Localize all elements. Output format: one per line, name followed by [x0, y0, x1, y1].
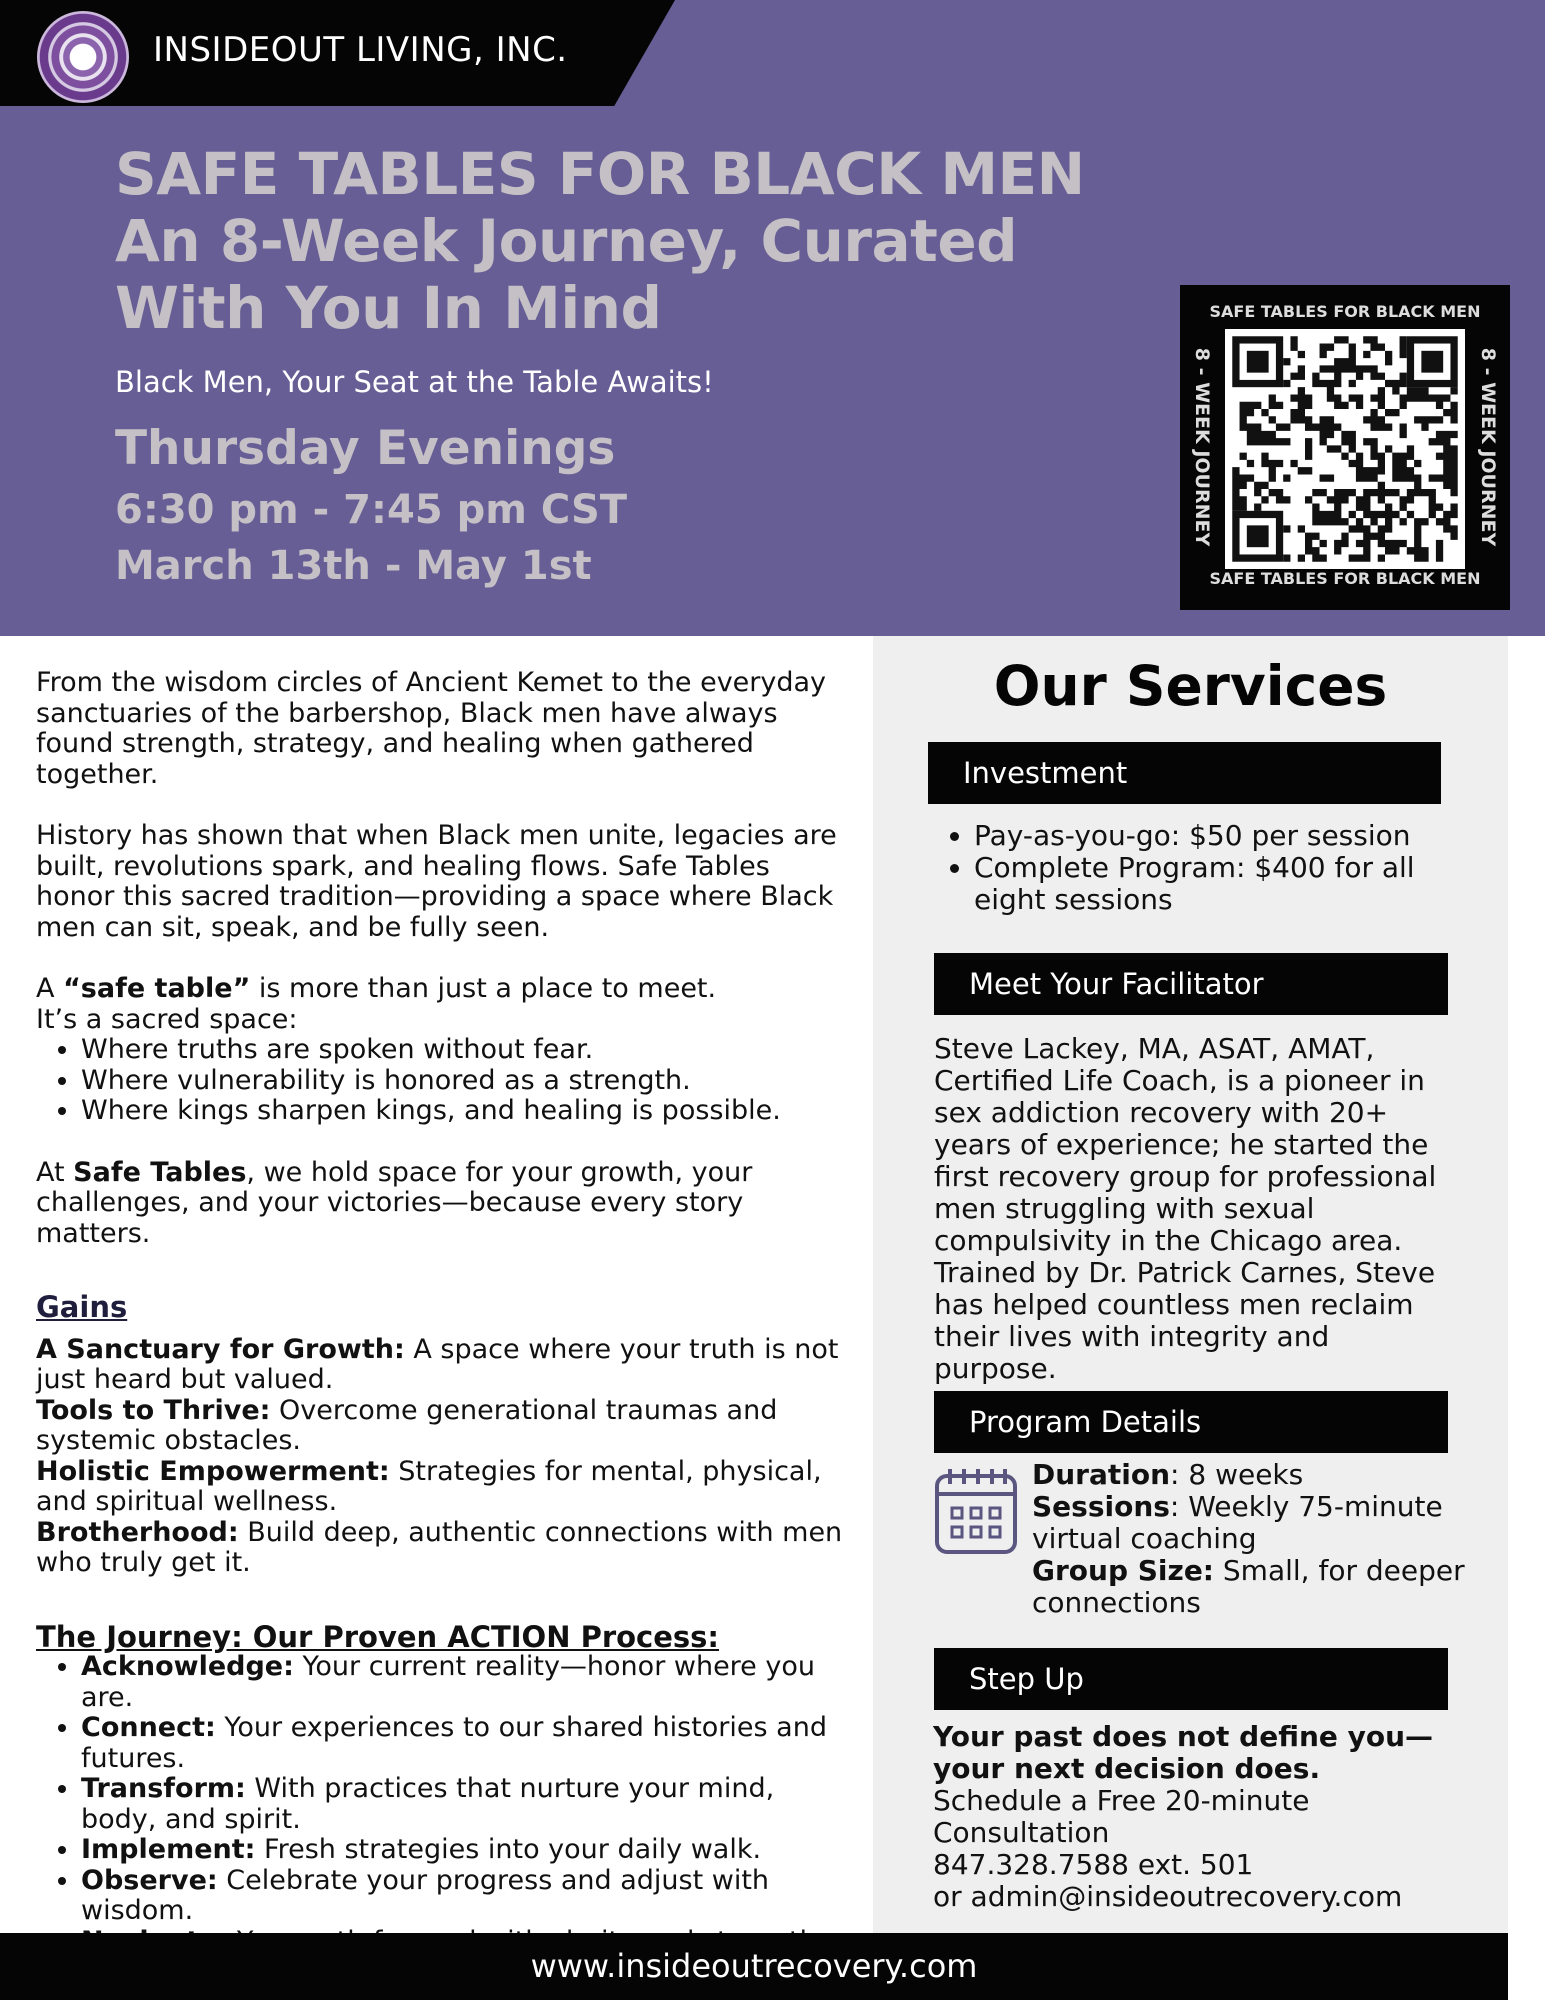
gain-item	[36, 1518, 851, 1579]
qr-badge	[1180, 285, 1510, 610]
tagline: Black Men, Your Seat at the Table Awaits!	[115, 365, 714, 399]
gain-text: Strategies for mental, physical, and spiritual wellness.	[36, 1455, 822, 1517]
step-up-heading: Step Up	[934, 1648, 1448, 1710]
closing-term: Safe Tables	[73, 1156, 247, 1188]
intro-paragraph-1: From the wisdom circles of Ancient Kemet to the everyday sanctuaries of the barbershop, Black men have always found strength, strategy, and healing when gathered together.	[36, 667, 827, 790]
services-title: Our Services	[993, 654, 1388, 718]
journey-list	[36, 1652, 851, 1957]
journey-text: Celebrate your progress and adjust with wisdom.	[81, 1864, 770, 1926]
closing-post: , we hold space for your growth, your challenges, and your victories—because every story matters.	[36, 1156, 753, 1249]
meeting-dates: March 13th - May 1st	[115, 543, 592, 589]
consultation-text: Schedule a Free 20-minute Consultation	[933, 1784, 1310, 1849]
safe-table-list	[36, 1035, 851, 1127]
safe-table-intro	[36, 974, 851, 1035]
step-up-content	[933, 1721, 1473, 1913]
gain-label: Tools to Thrive:	[36, 1394, 271, 1426]
facilitator-bio: Steve Lackey, MA, ASAT, AMAT, Certified Life Coach, is a pioneer in sex addiction recovery with 20+ years of experience; he started the first recovery group for professional men struggling with sexual compulsivity in the Chicago area. Trained by Dr. Patrick Carnes, Steve has helped countless men reclaim their lives with integrity and purpose.	[934, 1032, 1437, 1385]
list-item: • Where truths are spoken without fear.	[81, 1035, 851, 1066]
group-size-value: Small, for deeper connections	[1032, 1554, 1465, 1619]
closing-paragraph	[36, 1158, 851, 1250]
list-item: • Where vulnerability is honored as a strength.	[81, 1066, 851, 1097]
duration-value: : 8 weeks	[1170, 1458, 1304, 1491]
calendar-icon	[934, 1466, 1018, 1556]
main-title: SAFE TABLES FOR BLACK MEN	[115, 140, 1085, 208]
facilitator-heading: Meet Your Facilitator	[934, 953, 1448, 1015]
meeting-day: Thursday Evenings	[115, 421, 616, 476]
email-link[interactable]: or admin@insideoutrecovery.com	[933, 1880, 1403, 1913]
journey-text: Your current reality—honor where you are.	[81, 1651, 815, 1713]
duration-row	[1032, 1459, 1472, 1491]
closing-pre: At	[36, 1156, 74, 1188]
footer-website-link[interactable]: www.insideoutrecovery.com	[0, 1933, 1508, 2000]
qr-caption-bottom: SAFE TABLES FOR BLACK MEN	[1209, 569, 1481, 588]
sessions-label: Sessions	[1032, 1490, 1170, 1523]
gain-text: Overcome generational traumas and systemic obstacles.	[36, 1394, 778, 1456]
journey-text: With practices that nurture your mind, body, and spirit.	[81, 1773, 775, 1835]
journey-label: Transform:	[81, 1773, 246, 1804]
qr-caption-top: SAFE TABLES FOR BLACK MEN	[1209, 302, 1481, 321]
group-size-label: Group Size:	[1032, 1554, 1214, 1587]
sessions-value: : Weekly 75-minute virtual coaching	[1032, 1490, 1443, 1555]
intro-paragraph-2: History has shown that when Black men unite, legacies are built, revolutions spark, and healing flows. Safe Tables honor this sacred tradition—providing a space where Black men can sit, speak, and be fully seen.	[36, 820, 837, 943]
investment-heading: Investment	[928, 742, 1441, 804]
gain-text: Build deep, authentic connections with men who truly get it.	[36, 1516, 843, 1578]
journey-label: Connect:	[81, 1712, 216, 1743]
qr-code-icon[interactable]	[1225, 329, 1465, 569]
journey-label: Acknowledge:	[81, 1651, 294, 1682]
gain-item	[36, 1396, 851, 1457]
journey-step	[81, 1652, 851, 1713]
safe-table-pre: A	[36, 973, 64, 1004]
journey-heading: The Journey: Our Proven ACTION Process:	[36, 1619, 720, 1654]
qr-side-label-left: 8 - WEEK JOURNEY	[1191, 347, 1213, 547]
safe-table-line2: It’s a sacred space:	[36, 1003, 298, 1035]
phone-number[interactable]: 847.328.7588 ext. 501	[933, 1848, 1254, 1881]
gain-text: A space where your truth is not just heard but valued.	[36, 1333, 839, 1395]
qr-side-label-right: 8 - WEEK JOURNEY	[1477, 347, 1499, 547]
logo-emblem	[71, 45, 95, 69]
group-size-row	[1032, 1555, 1472, 1619]
gain-label: Brotherhood:	[36, 1516, 239, 1548]
journey-step	[81, 1866, 851, 1927]
gain-label: A Sanctuary for Growth:	[36, 1333, 405, 1365]
list-item: • Complete Program: $400 for all eight sessions	[974, 852, 1484, 916]
safe-table-term: “safe table”	[63, 973, 251, 1004]
duration-label: Duration	[1032, 1458, 1171, 1491]
gains-heading: Gains	[36, 1290, 128, 1324]
gain-item	[36, 1457, 851, 1518]
journey-step	[81, 1835, 851, 1866]
subtitle-line-1: An 8-Week Journey, Curated	[115, 207, 1018, 275]
journey-text: Your experiences to our shared histories and futures.	[81, 1712, 827, 1774]
journey-label: Implement:	[81, 1834, 256, 1865]
gain-item	[36, 1335, 851, 1396]
program-details-heading: Program Details	[934, 1391, 1448, 1453]
investment-list	[934, 820, 1484, 916]
journey-text: Fresh strategies into your daily walk.	[255, 1834, 762, 1865]
meeting-time: 6:30 pm - 7:45 pm CST	[115, 487, 628, 533]
sessions-row	[1032, 1491, 1472, 1555]
journey-step	[81, 1713, 851, 1774]
main-content	[36, 668, 851, 1957]
list-item: • Pay-as-you-go: $50 per session	[974, 820, 1484, 852]
journey-label: Observe:	[81, 1864, 218, 1896]
company-name: INSIDEOUT LIVING, INC.	[153, 30, 568, 70]
program-details	[1032, 1459, 1472, 1619]
safe-table-post: is more than just a place to meet.	[250, 973, 717, 1004]
gain-label: Holistic Empowerment:	[36, 1455, 390, 1487]
step-up-callout: Your past does not define you—your next decision does.	[933, 1720, 1434, 1785]
list-item: • Where kings sharpen kings, and healing is possible.	[81, 1096, 851, 1127]
journey-step	[81, 1774, 851, 1835]
subtitle-line-2: With You In Mind	[115, 274, 662, 342]
